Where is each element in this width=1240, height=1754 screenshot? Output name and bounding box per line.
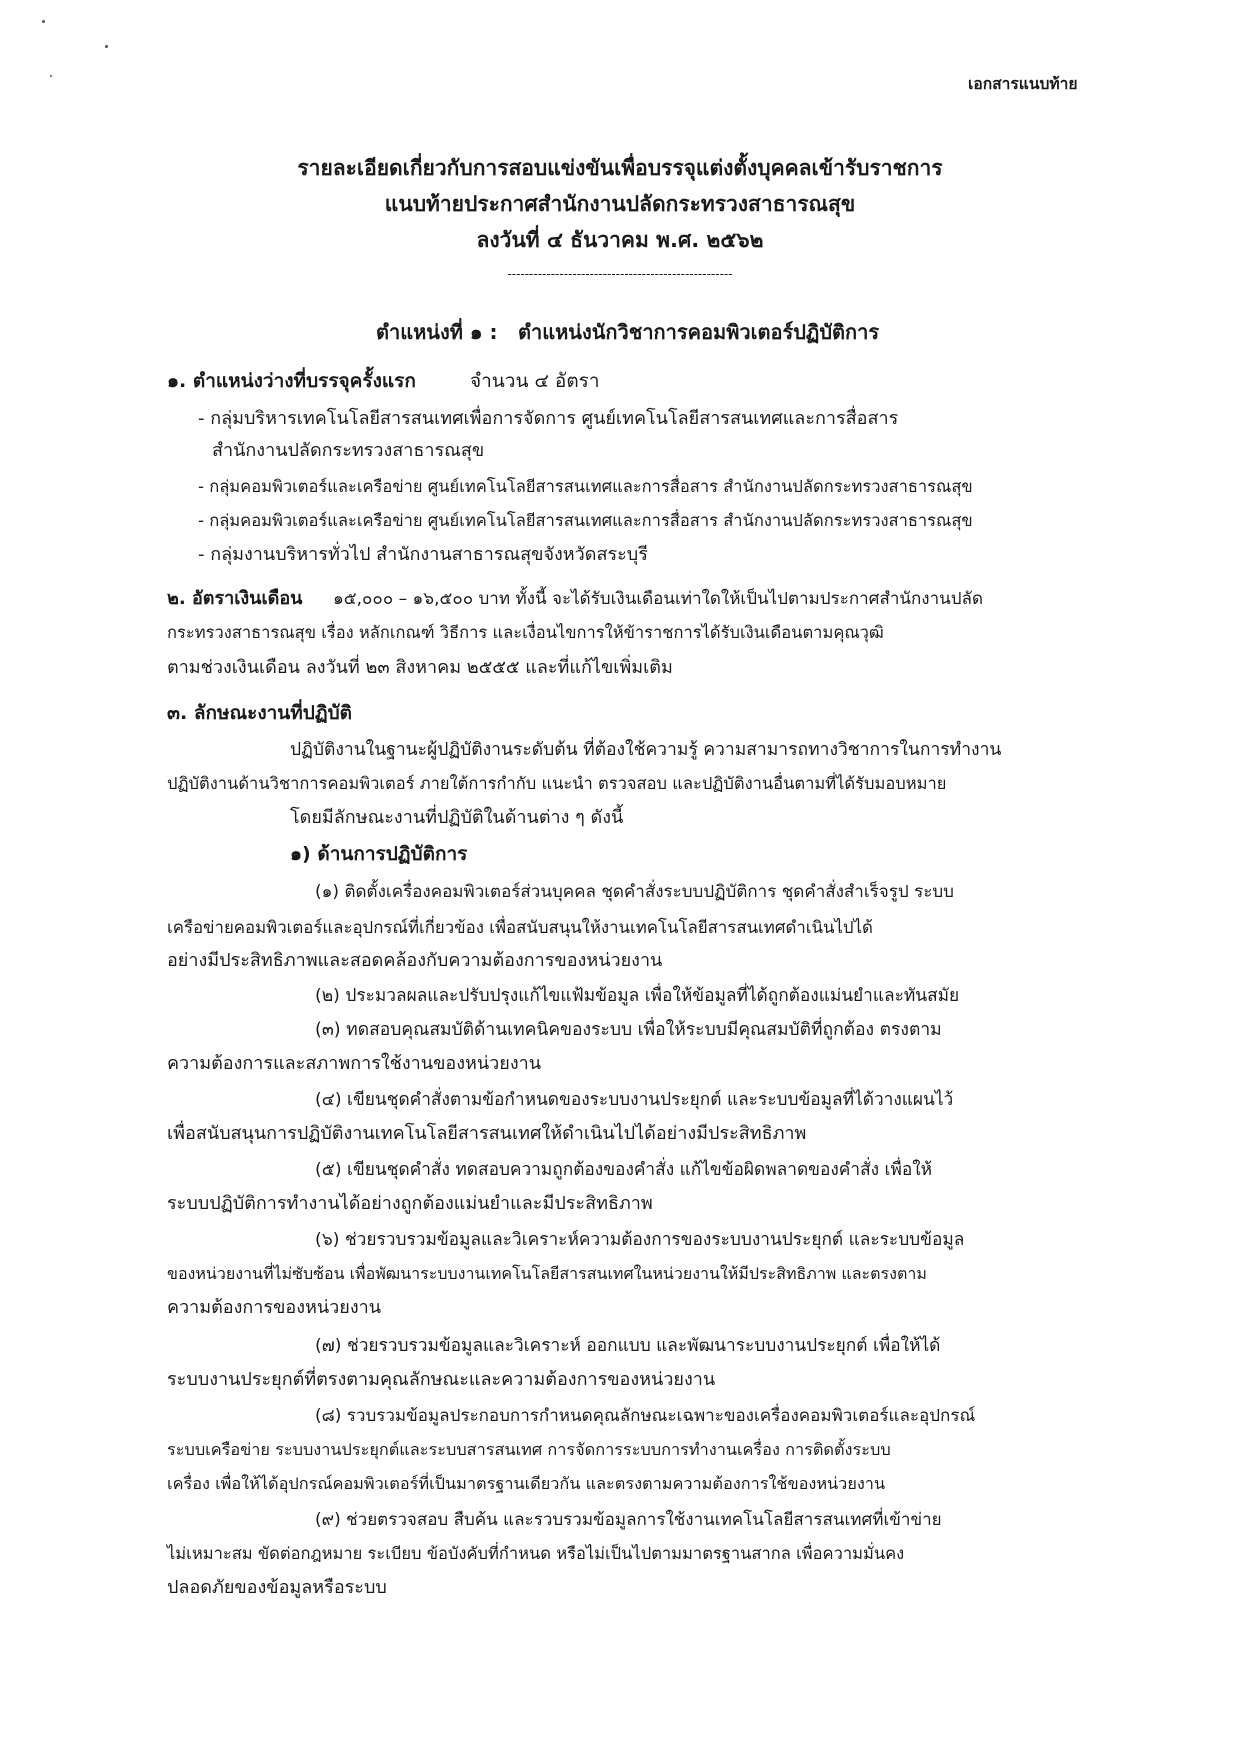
section-1-heading: ๑. ตำแหน่งว่างที่บรรจุครั้งแรก bbox=[167, 370, 416, 392]
duty-line: (๕) เขียนชุดคำสั่ง ทดสอบความถูกต้องของคำสั่ง แก้ไขข้อผิดพลาดของคำสั่ง เพื่อให้ bbox=[315, 1160, 933, 1180]
duty-line: ปลอดภัยของข้อมูลหรือระบบ bbox=[167, 1577, 387, 1598]
duty-line: ความต้องการของหน่วยงาน bbox=[167, 1297, 382, 1318]
section-1-item: - กลุ่มคอมพิวเตอร์และเครือข่าย ศูนย์เทคโนโลยีสารสนเทศและการสื่อสาร สำนักงานปลัดกระทรวงสาธารณสุข bbox=[198, 511, 973, 530]
attachment-label: เอกสารแนบท้าย bbox=[968, 75, 1078, 93]
duty-line: ระบบปฏิบัติการทำงานได้อย่างถูกต้องแม่นยำและมีประสิทธิภาพ bbox=[167, 1193, 653, 1214]
duty-line: (๔) เขียนชุดคำสั่งตามข้อกำหนดของระบบงานประยุกต์ และระบบข้อมูลที่ได้วางแผนไว้ bbox=[315, 1090, 954, 1110]
title-divider: ---------------------------------------------------- bbox=[507, 267, 733, 281]
duty-line: ระบบเครือข่าย ระบบงานประยุกต์และระบบสารสนเทศ การจัดการระบบการทำงานเครื่อง การติดตั้งระบบ bbox=[167, 1440, 891, 1459]
section-1-count: จำนวน ๔ อัตรา bbox=[470, 370, 600, 392]
document-title-line-3: ลงวันที่ ๔ ธันวาคม พ.ศ. ๒๕๖๒ bbox=[476, 228, 764, 252]
duty-line: (๒) ประมวลผลและปรับปรุงแก้ไขแฟ้มข้อมูล เพื่อให้ข้อมูลที่ได้ถูกต้องแม่นยำและทันสมัย bbox=[315, 986, 960, 1006]
section-1-item: - กลุ่มคอมพิวเตอร์และเครือข่าย ศูนย์เทคโนโลยีสารสนเทศและการสื่อสาร สำนักงานปลัดกระทรวงสาธารณสุข bbox=[198, 477, 973, 496]
duty-line: ไม่เหมาะสม ขัดต่อกฎหมาย ระเบียบ ข้อบังคับที่กำหนด หรือไม่เป็นไปตามมาตรฐานสากล เพื่อความมั่นคง bbox=[167, 1544, 905, 1563]
document-title-line-1: รายละเอียดเกี่ยวกับการสอบแข่งขันเพื่อบรรจุแต่งตั้งบุคคลเข้ารับราชการ bbox=[297, 156, 943, 180]
document-title-line-2: แนบท้ายประกาศสำนักงานปลัดกระทรวงสาธารณสุข bbox=[384, 192, 856, 216]
section-1-item: - กลุ่มบริหารเทคโนโลยีสารสนเทศเพื่อการจัดการ ศูนย์เทคโนโลยีสารสนเทศและการสื่อสาร bbox=[198, 408, 899, 429]
duty-line: (๖) ช่วยรวบรวมข้อมูลและวิเคราะห์ความต้องการของระบบงานประยุกต์ และระบบข้อมูล bbox=[315, 1230, 965, 1250]
position-name: ตำแหน่งนักวิชาการคอมพิวเตอร์ปฏิบัติการ bbox=[518, 320, 880, 344]
duty-line: ของหน่วยงานที่ไม่ซับซ้อน เพื่อพัฒนาระบบงานเทคโนโลยีสารสนเทศในหน่วยงานให้มีประสิทธิภาพ และตรงตาม bbox=[167, 1264, 927, 1283]
duty-line: ระบบงานประยุกต์ที่ตรงตามคุณลักษณะและความต้องการของหน่วยงาน bbox=[167, 1369, 716, 1390]
section-1-item: สำนักงานปลัดกระทรวงสาธารณสุข bbox=[212, 440, 485, 461]
section-3-intro: โดยมีลักษณะงานที่ปฏิบัติในด้านต่าง ๆ ดังนี้ bbox=[290, 807, 624, 828]
duty-line: ความต้องการและสภาพการใช้งานของหน่วยงาน bbox=[167, 1053, 542, 1074]
section-3-sub-heading: ๑) ด้านการปฏิบัติการ bbox=[290, 843, 468, 865]
duty-line: (๙) ช่วยตรวจสอบ สืบค้น และรวบรวมข้อมูลการใช้งานเทคโนโลยีสารสนเทศที่เข้าข่าย bbox=[315, 1510, 942, 1530]
section-2-line: ตามช่วงเงินเดือน ลงวันที่ ๒๓ สิงหาคม ๒๕๕๕ และที่แก้ไขเพิ่มเติม bbox=[167, 657, 673, 678]
section-3-intro: ปฏิบัติงานด้านวิชาการคอมพิวเตอร์ ภายใต้การกำกับ แนะนำ ตรวจสอบ และปฏิบัติงานอื่นตามที่ได้รับมอบหมาย bbox=[167, 774, 947, 793]
section-3-intro: ปฏิบัติงานในฐานะผู้ปฏิบัติงานระดับต้น ที่ต้องใช้ความรู้ ความสามารถทางวิชาการในการทำงาน bbox=[290, 740, 1002, 760]
duty-line: (๘) รวบรวมข้อมูลประกอบการกำหนดคุณลักษณะเฉพาะของเครื่องคอมพิวเตอร์และอุปกรณ์ bbox=[315, 1406, 976, 1426]
scan-speck bbox=[105, 45, 108, 48]
duty-line: (๓) ทดสอบคุณสมบัติด้านเทคนิคของระบบ เพื่อให้ระบบมีคุณสมบัติที่ถูกต้อง ตรงตาม bbox=[315, 1020, 942, 1040]
duty-line: เพื่อสนับสนุนการปฏิบัติงานเทคโนโลยีสารสนเทศให้ดำเนินไปได้อย่างมีประสิทธิภาพ bbox=[167, 1123, 807, 1144]
duty-line: อย่างมีประสิทธิภาพและสอดคล้องกับความต้องการของหน่วยงาน bbox=[167, 950, 663, 971]
section-2-line: ๑๕,๐๐๐ – ๑๖,๕๐๐ บาท ทั้งนี้ จะได้รับเงินเดือนเท่าใดให้เป็นไปตามประกาศสำนักงานปลัด bbox=[333, 589, 984, 609]
section-2-heading: ๒. อัตราเงินเดือน bbox=[167, 588, 303, 609]
duty-line: เครือข่ายคอมพิวเตอร์และอุปกรณ์ที่เกี่ยวข้อง เพื่อสนับสนุนให้งานเทคโนโลยีสารสนเทศดำเนินไปได้ bbox=[167, 917, 873, 937]
section-1-item: - กลุ่มงานบริหารทั่วไป สำนักงานสาธารณสุขจังหวัดสระบุรี bbox=[198, 544, 648, 565]
duty-line: เครื่อง เพื่อให้ได้อุปกรณ์คอมพิวเตอร์ที่เป็นมาตรฐานเดียวกัน และตรงตามความต้องการใช้ของหน่วยงาน bbox=[167, 1474, 886, 1493]
scan-speck bbox=[50, 75, 52, 77]
section-2-line: กระทรวงสาธารณสุข เรื่อง หลักเกณฑ์ วิธีการ และเงื่อนไขการให้ข้าราชการได้รับเงินเดือนตามคุณวุฒิ bbox=[167, 623, 884, 642]
position-label: ตำแหน่งที่ ๑ : bbox=[376, 320, 498, 344]
section-3-heading: ๓. ลักษณะงานที่ปฏิบัติ bbox=[167, 702, 352, 724]
duty-line: (๑) ติดตั้งเครื่องคอมพิวเตอร์ส่วนบุคคล ชุดคำสั่งระบบปฏิบัติการ ชุดคำสั่งสำเร็จรูป ระบบ bbox=[315, 882, 954, 902]
scan-speck bbox=[42, 20, 45, 23]
duty-line: (๗) ช่วยรวบรวมข้อมูลและวิเคราะห์ ออกแบบ และพัฒนาระบบงานประยุกต์ เพื่อให้ได้ bbox=[315, 1336, 941, 1356]
